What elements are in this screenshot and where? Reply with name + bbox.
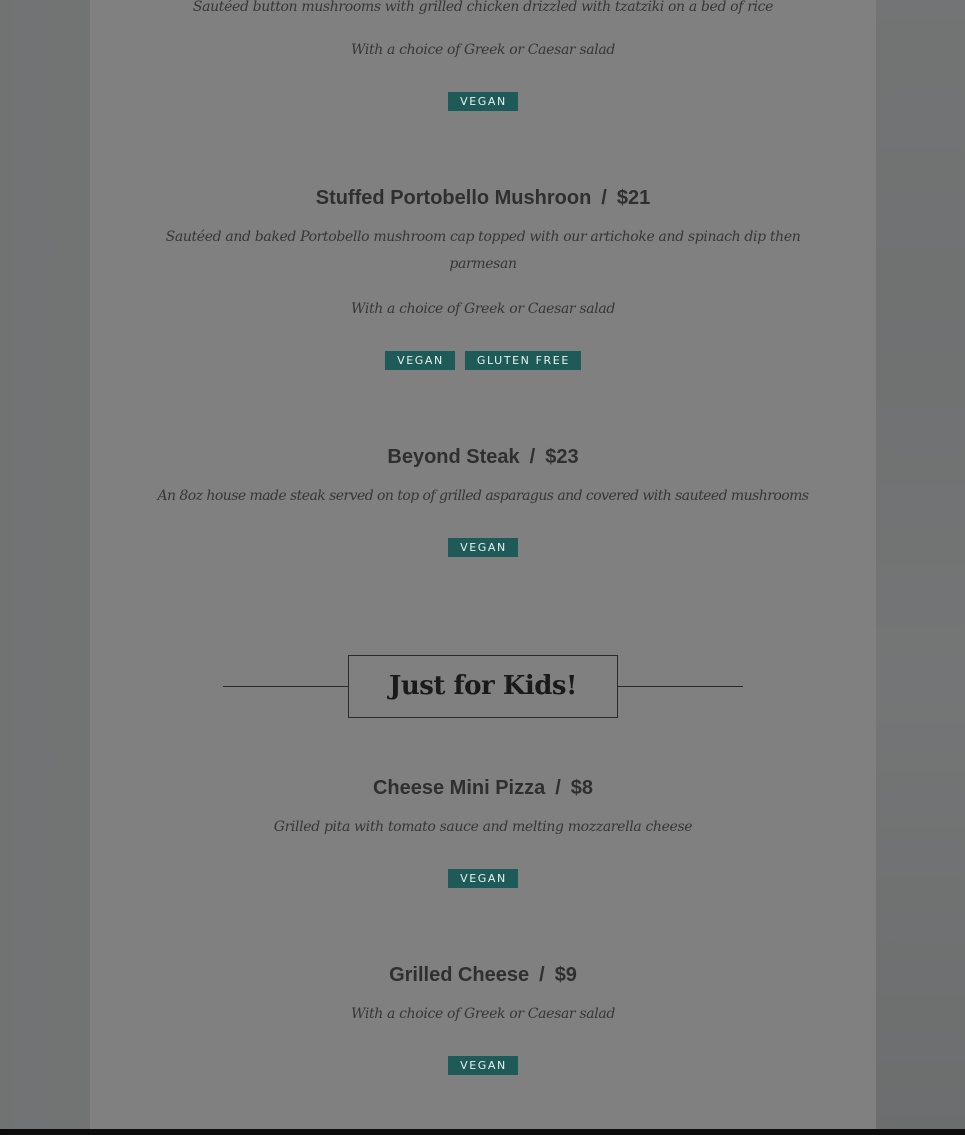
menu-item-price: $9 bbox=[554, 964, 577, 986]
menu-item-side: With a choice of Greek or Caesar salad bbox=[351, 301, 615, 317]
menu-item-tags bbox=[90, 1056, 876, 1075]
menu-item-name: Grilled Cheese bbox=[389, 964, 530, 986]
tag-vegan: VEGAN bbox=[385, 351, 455, 370]
menu-item-title bbox=[90, 963, 876, 987]
tag-vegan: VEGAN bbox=[448, 92, 518, 111]
tag-vegan: VEGAN bbox=[448, 538, 518, 557]
menu-item-side: With a choice of Greek or Caesar salad bbox=[351, 1006, 615, 1022]
title-separator: / bbox=[529, 446, 536, 468]
menu-item-description: Grilled pita with tomato sauce and melting mozzarella cheese bbox=[273, 819, 693, 835]
title-separator: / bbox=[601, 187, 607, 209]
menu-item-name: Beyond Steak bbox=[387, 446, 520, 468]
bottom-bar bbox=[0, 1129, 965, 1135]
title-separator: / bbox=[539, 964, 545, 986]
menu-item-title bbox=[90, 776, 876, 800]
menu-item-price: $8 bbox=[570, 777, 594, 799]
description-line-1: Sautéed and baked Portobello mushroom cap topped with our artichoke and spinach dip then bbox=[165, 229, 801, 245]
menu-item-description: An 8oz house made steak served on top of grilled asparagus and covered with sauteed mushrooms bbox=[157, 488, 809, 504]
menu-item-price: $21 bbox=[616, 187, 651, 209]
menu-item-name: Cheese Mini Pizza bbox=[372, 777, 546, 799]
menu-item-tags bbox=[90, 869, 876, 888]
tag-gluten-free: GLUTEN FREE bbox=[465, 351, 581, 370]
title-separator: / bbox=[555, 777, 561, 799]
menu-item-side: With a choice of Greek or Caesar salad bbox=[351, 42, 615, 58]
tag-vegan: VEGAN bbox=[448, 869, 518, 888]
kids-menu-panel bbox=[90, 0, 876, 1129]
description-line-2: parmesan bbox=[449, 256, 517, 272]
menu-item-description: Sautéed button mushrooms with grilled chicken drizzled with tzatziki on a bed of rice bbox=[192, 0, 774, 15]
menu-item-price: $23 bbox=[545, 446, 579, 468]
section-heading: Just for Kids! bbox=[389, 671, 577, 701]
tag-vegan: VEGAN bbox=[448, 1056, 518, 1075]
menu-item-name: Stuffed Portobello Mushroon bbox=[315, 187, 592, 209]
